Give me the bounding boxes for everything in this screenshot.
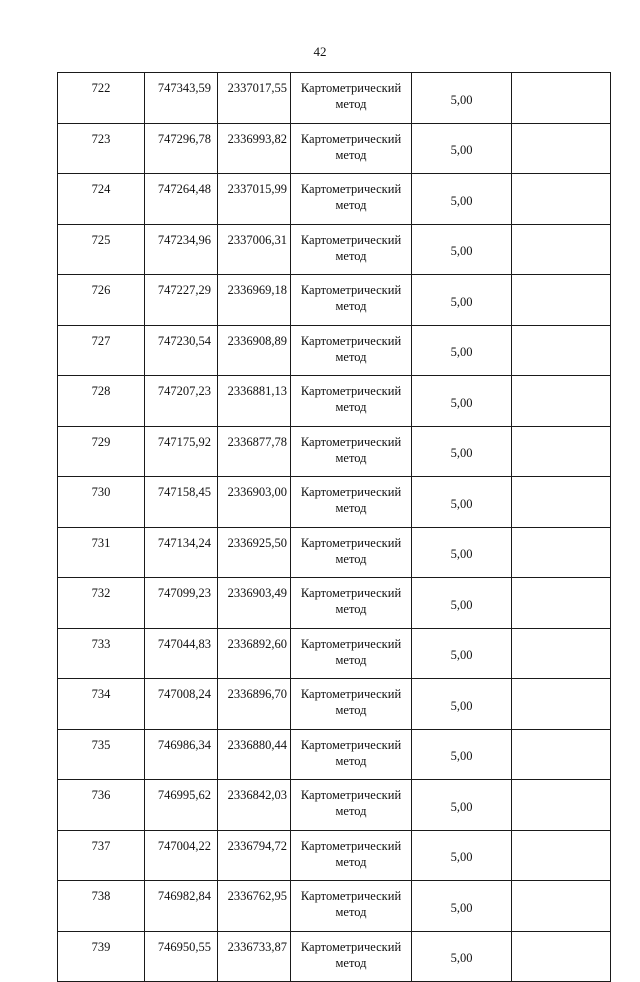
accuracy-cell: 5,00	[412, 628, 512, 679]
x-coordinate-cell: 747296,78	[145, 123, 218, 174]
table-row	[58, 73, 611, 124]
method-line-2: метод	[335, 198, 367, 212]
method-line-2: метод	[335, 955, 367, 970]
method-cell	[291, 376, 412, 427]
point-number-cell: 725	[58, 224, 145, 275]
table-row	[58, 224, 611, 275]
x-coordinate-cell: 747343,59	[145, 73, 218, 124]
table-row	[58, 325, 611, 376]
method-cell	[291, 729, 412, 780]
method-line-1: Картометрический	[300, 687, 402, 701]
x-coordinate-cell: 747227,29	[145, 275, 218, 326]
y-coordinate-cell: 2336969,18	[218, 275, 291, 326]
method-line-2: метод	[335, 854, 367, 869]
point-number-cell: 733	[58, 628, 145, 679]
method-cell	[291, 224, 412, 275]
method-cell	[291, 881, 412, 932]
note-cell	[512, 578, 611, 629]
method-cell	[291, 275, 412, 326]
point-number-cell: 730	[58, 477, 145, 528]
method-cell	[291, 426, 412, 477]
table-row	[58, 426, 611, 477]
y-coordinate-cell: 2336880,44	[218, 729, 291, 780]
method-line-1: Картометрический	[300, 788, 402, 802]
note-cell	[512, 881, 611, 932]
method-line-1: Картометрический	[300, 485, 402, 499]
method-line-2: метод	[335, 400, 367, 414]
accuracy-cell: 5,00	[412, 224, 512, 275]
method-line-2: метод	[335, 703, 367, 717]
accuracy-cell: 5,00	[412, 376, 512, 427]
table-row	[58, 174, 611, 225]
x-coordinate-cell: 747134,24	[145, 527, 218, 578]
method-line-2: метод	[335, 551, 367, 566]
y-coordinate-cell: 2336842,03	[218, 780, 291, 831]
accuracy-cell: 5,00	[412, 275, 512, 326]
table-row	[58, 123, 611, 174]
table-row	[58, 275, 611, 326]
method-line-1: Картометрический	[300, 333, 402, 348]
point-number-cell: 734	[58, 679, 145, 730]
point-number-cell: 723	[58, 123, 145, 174]
table-row	[58, 376, 611, 427]
note-cell	[512, 830, 611, 881]
method-line-2: метод	[335, 501, 367, 515]
table-row	[58, 578, 611, 629]
point-number-cell: 727	[58, 325, 145, 376]
x-coordinate-cell: 747158,45	[145, 477, 218, 528]
method-line-1: Картометрический	[300, 636, 402, 651]
method-line-1: Картометрический	[300, 182, 402, 196]
page-number: 42	[313, 44, 327, 59]
table-row	[58, 729, 611, 780]
accuracy-cell: 5,00	[412, 174, 512, 225]
method-cell	[291, 325, 412, 376]
method-line-1: Картометрический	[300, 232, 402, 247]
x-coordinate-cell: 747008,24	[145, 679, 218, 730]
method-line-2: метод	[335, 602, 367, 616]
table-row	[58, 780, 611, 831]
table-row	[58, 881, 611, 932]
method-line-2: метод	[335, 97, 367, 111]
point-number-cell: 732	[58, 578, 145, 629]
method-cell	[291, 931, 412, 982]
method-line-1: Картометрический	[300, 384, 402, 398]
note-cell	[512, 780, 611, 831]
y-coordinate-cell: 2337006,31	[218, 224, 291, 275]
method-line-2: метод	[335, 753, 367, 768]
point-number-cell: 726	[58, 275, 145, 326]
method-line-2: метод	[335, 299, 367, 313]
note-cell	[512, 325, 611, 376]
method-cell	[291, 679, 412, 730]
method-line-2: метод	[335, 905, 367, 919]
method-line-1: Картометрический	[300, 737, 402, 752]
x-coordinate-cell: 746950,55	[145, 931, 218, 982]
y-coordinate-cell: 2336896,70	[218, 679, 291, 730]
y-coordinate-cell: 2337017,55	[218, 73, 291, 124]
accuracy-cell: 5,00	[412, 931, 512, 982]
y-coordinate-cell: 2336762,95	[218, 881, 291, 932]
table-row	[58, 477, 611, 528]
method-line-1: Картометрический	[300, 939, 402, 954]
point-number-cell: 739	[58, 931, 145, 982]
method-cell	[291, 527, 412, 578]
accuracy-cell: 5,00	[412, 426, 512, 477]
y-coordinate-cell: 2336881,13	[218, 376, 291, 427]
method-line-1: Картометрический	[300, 131, 402, 146]
accuracy-cell: 5,00	[412, 780, 512, 831]
point-number-cell: 735	[58, 729, 145, 780]
x-coordinate-cell: 746986,34	[145, 729, 218, 780]
method-line-2: метод	[335, 652, 367, 667]
table-row	[58, 679, 611, 730]
y-coordinate-cell: 2336993,82	[218, 123, 291, 174]
x-coordinate-cell: 747099,23	[145, 578, 218, 629]
accuracy-cell: 5,00	[412, 477, 512, 528]
y-coordinate-cell: 2336877,78	[218, 426, 291, 477]
point-number-cell: 737	[58, 830, 145, 881]
table-row	[58, 931, 611, 982]
method-cell	[291, 830, 412, 881]
accuracy-cell: 5,00	[412, 527, 512, 578]
accuracy-cell: 5,00	[412, 729, 512, 780]
method-cell	[291, 477, 412, 528]
point-number-cell: 736	[58, 780, 145, 831]
y-coordinate-cell: 2337015,99	[218, 174, 291, 225]
accuracy-cell: 5,00	[412, 578, 512, 629]
point-number-cell: 729	[58, 426, 145, 477]
point-number-cell: 722	[58, 73, 145, 124]
accuracy-cell: 5,00	[412, 881, 512, 932]
point-number-cell: 728	[58, 376, 145, 427]
x-coordinate-cell: 747207,23	[145, 376, 218, 427]
table-row	[58, 527, 611, 578]
method-line-1: Картометрический	[300, 535, 402, 550]
note-cell	[512, 426, 611, 477]
x-coordinate-cell: 747264,48	[145, 174, 218, 225]
x-coordinate-cell: 747004,22	[145, 830, 218, 881]
table-row	[58, 628, 611, 679]
note-cell	[512, 123, 611, 174]
method-line-1: Картометрический	[300, 889, 402, 903]
x-coordinate-cell: 747234,96	[145, 224, 218, 275]
note-cell	[512, 477, 611, 528]
point-number-cell: 724	[58, 174, 145, 225]
method-cell	[291, 628, 412, 679]
method-cell	[291, 123, 412, 174]
table-row	[58, 830, 611, 881]
method-line-2: метод	[335, 450, 367, 465]
method-line-1: Картометрический	[300, 283, 402, 297]
method-cell	[291, 174, 412, 225]
accuracy-cell: 5,00	[412, 325, 512, 376]
note-cell	[512, 73, 611, 124]
x-coordinate-cell: 747230,54	[145, 325, 218, 376]
point-number-cell: 738	[58, 881, 145, 932]
method-line-2: метод	[335, 349, 367, 364]
accuracy-cell: 5,00	[412, 73, 512, 124]
method-line-1: Картометрический	[300, 81, 402, 95]
note-cell	[512, 376, 611, 427]
y-coordinate-cell: 2336925,50	[218, 527, 291, 578]
method-line-1: Картометрический	[300, 586, 402, 600]
note-cell	[512, 527, 611, 578]
y-coordinate-cell: 2336892,60	[218, 628, 291, 679]
y-coordinate-cell: 2336903,49	[218, 578, 291, 629]
note-cell	[512, 729, 611, 780]
note-cell	[512, 628, 611, 679]
note-cell	[512, 275, 611, 326]
note-cell	[512, 931, 611, 982]
x-coordinate-cell: 747044,83	[145, 628, 218, 679]
method-line-2: метод	[335, 804, 367, 818]
x-coordinate-cell: 746995,62	[145, 780, 218, 831]
y-coordinate-cell: 2336903,00	[218, 477, 291, 528]
x-coordinate-cell: 747175,92	[145, 426, 218, 477]
note-cell	[512, 679, 611, 730]
method-cell	[291, 578, 412, 629]
y-coordinate-cell: 2336794,72	[218, 830, 291, 881]
method-line-2: метод	[335, 248, 367, 263]
point-number-cell: 731	[58, 527, 145, 578]
method-line-1: Картометрический	[300, 434, 402, 449]
method-cell	[291, 780, 412, 831]
x-coordinate-cell: 746982,84	[145, 881, 218, 932]
note-cell	[512, 174, 611, 225]
method-cell	[291, 73, 412, 124]
accuracy-cell: 5,00	[412, 679, 512, 730]
method-line-2: метод	[335, 147, 367, 162]
method-line-1: Картометрический	[300, 838, 402, 853]
accuracy-cell: 5,00	[412, 123, 512, 174]
coordinates-table	[57, 72, 611, 982]
note-cell	[512, 224, 611, 275]
y-coordinate-cell: 2336733,87	[218, 931, 291, 982]
y-coordinate-cell: 2336908,89	[218, 325, 291, 376]
accuracy-cell: 5,00	[412, 830, 512, 881]
table-body	[58, 73, 611, 982]
